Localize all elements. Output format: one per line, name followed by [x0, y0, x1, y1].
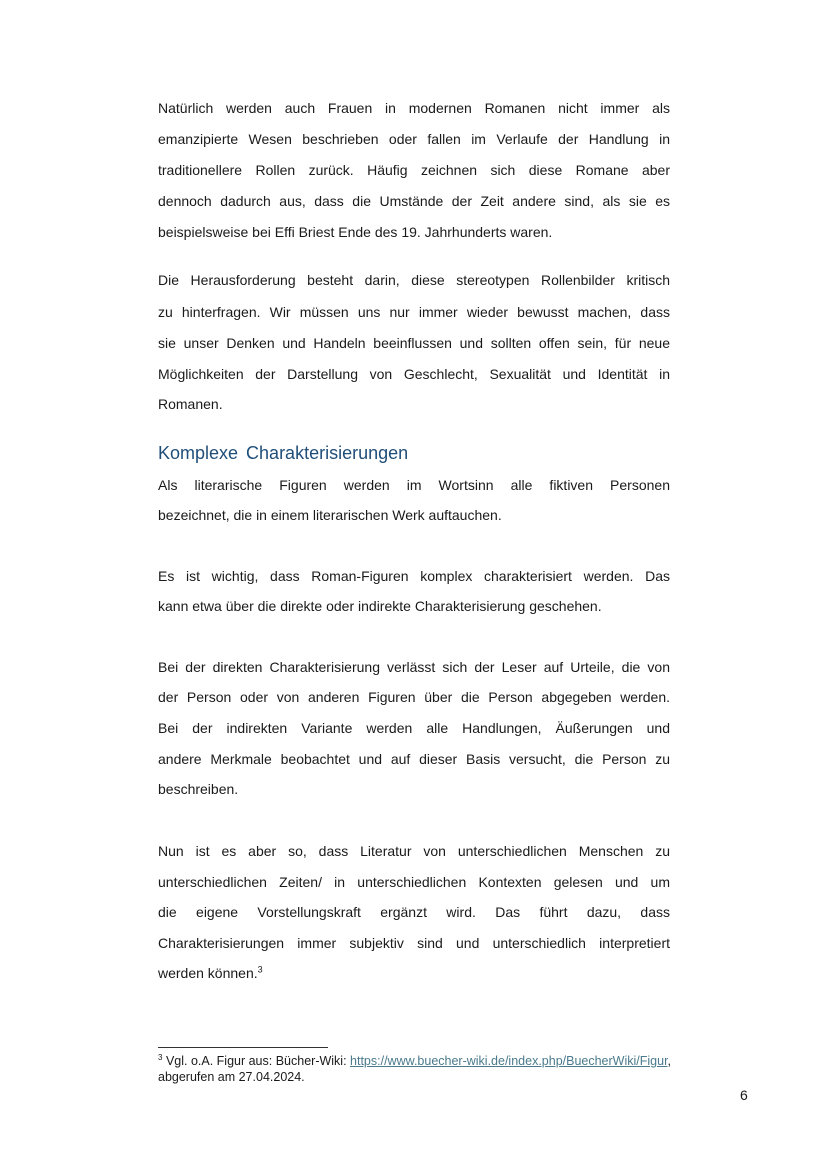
footnote	[158, 1054, 671, 1069]
section-heading: Komplexe Charakterisierungen	[158, 443, 409, 463]
text-line: Die Herausforderung besteht darin, diese stereotypen Rollenbilder kritisch	[158, 272, 670, 288]
footnote-link[interactable]: https://www.buecher-wiki.de/index.php/BuecherWiki/Figur	[350, 1054, 668, 1068]
text-line: der Person oder von anderen Figuren über die Person abgegeben werden.	[158, 689, 670, 705]
text-line: dennoch dadurch aus, dass die Umstände der Zeit andere sind, als sie es	[158, 193, 670, 209]
text-line: unterschiedlichen Zeiten/ in unterschiedlichen Kontexten gelesen und um	[158, 874, 670, 890]
text-line	[158, 964, 670, 982]
footnote-text: Vgl. o.A. Figur aus: Bücher-Wiki:	[165, 1054, 351, 1068]
text-line: kann etwa über die direkte oder indirekte Charakterisierung geschehen.	[158, 598, 602, 614]
footnote-number: 3	[158, 1052, 163, 1062]
text-line: Bei der indirekten Variante werden alle Handlungen, Äußerungen und	[158, 720, 670, 736]
text-line: Natürlich werden auch Frauen in modernen Romanen nicht immer als	[158, 100, 670, 116]
text-line: Romanen.	[158, 396, 223, 412]
footnote-separator	[158, 1047, 328, 1048]
text-line: Möglichkeiten der Darstellung von Geschlecht, Sexualität und Identität in	[158, 366, 670, 382]
text-line: Es ist wichtig, dass Roman-Figuren komplex charakterisiert werden. Das	[158, 568, 670, 584]
footnote-line-2: abgerufen am 27.04.2024.	[158, 1070, 305, 1084]
text-line: emanzipierte Wesen beschrieben oder fallen im Verlaufe der Handlung in	[158, 131, 670, 147]
page-number: 6	[740, 1087, 748, 1103]
footnote-punct: ,	[667, 1054, 672, 1068]
text-line-content: werden können.	[158, 965, 258, 981]
text-line: beschreiben.	[158, 781, 239, 797]
text-line: sie unser Denken und Handeln beeinflussen und sollten offen sein, für neue	[158, 335, 670, 351]
text-line: andere Merkmale beobachtet und auf dieser Basis versucht, die Person zu	[158, 751, 670, 767]
text-line: Bei der direkten Charakterisierung verlässt sich der Leser auf Urteile, die von	[158, 659, 670, 675]
text-line: beispielsweise bei Effi Briest Ende des 19. Jahrhunderts waren.	[158, 224, 553, 240]
text-line: bezeichnet, die in einem literarischen Werk auftauchen.	[158, 507, 502, 523]
text-line: zu hinterfragen. Wir müssen uns nur immer wieder bewusst machen, dass	[158, 304, 670, 320]
text-line: traditionellere Rollen zurück. Häufig zeichnen sich diese Romane aber	[158, 162, 670, 178]
text-line: die eigene Vorstellungskraft ergänzt wird. Das führt dazu, dass	[158, 904, 670, 920]
text-line: Als literarische Figuren werden im Wortsinn alle fiktiven Personen	[158, 477, 670, 493]
text-line: Nun ist es aber so, dass Literatur von unterschiedlichen Menschen zu	[158, 843, 670, 859]
text-line: Charakterisierungen immer subjektiv sind und unterschiedlich interpretiert	[158, 935, 670, 951]
footnote-reference[interactable]: 3	[257, 964, 263, 975]
